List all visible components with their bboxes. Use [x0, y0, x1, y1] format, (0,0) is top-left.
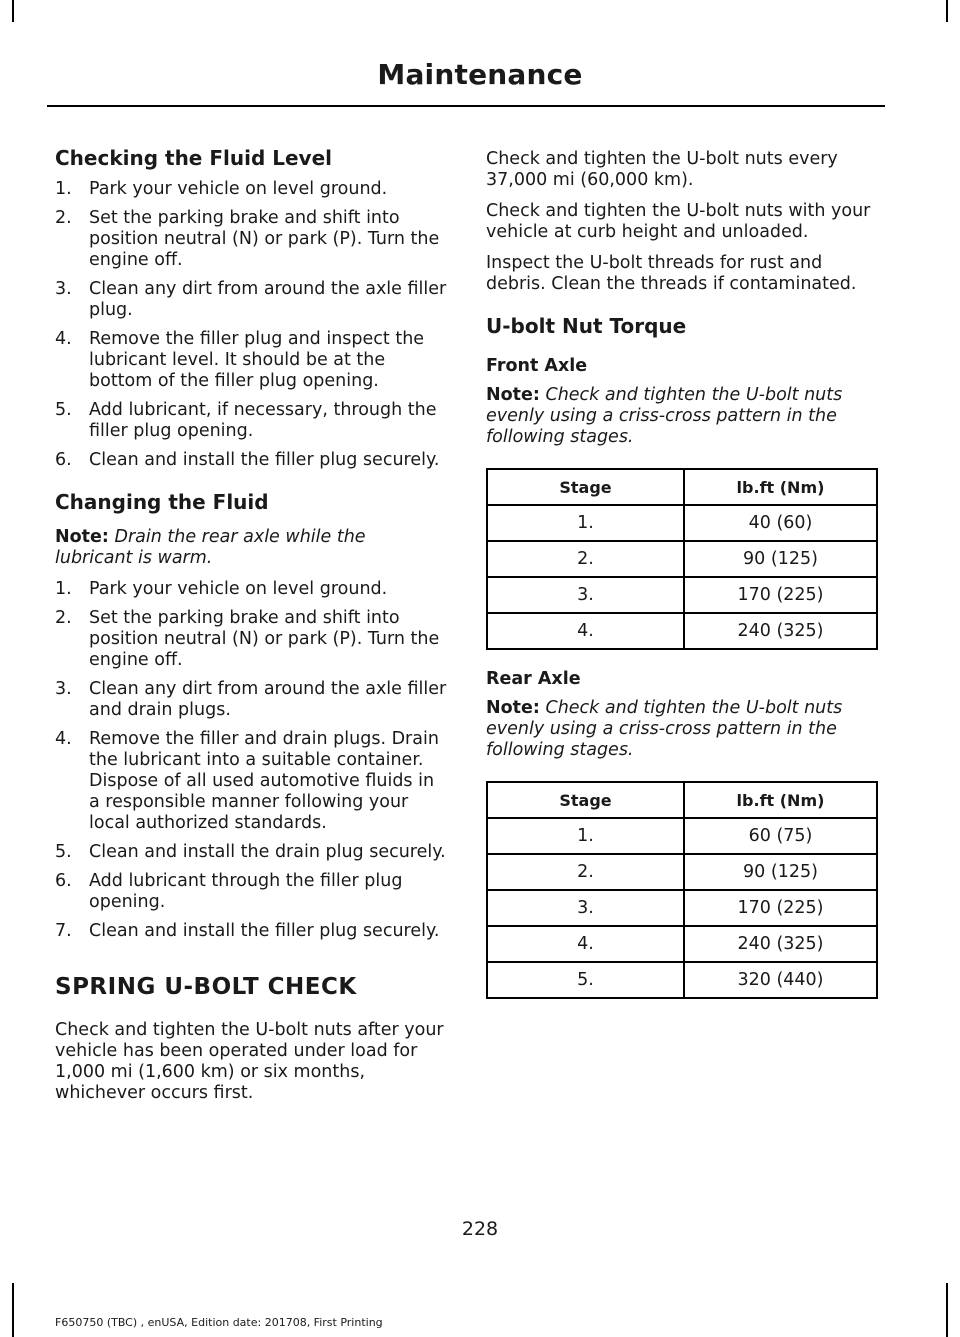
list-item: [55, 208, 447, 271]
header-divider: [47, 105, 885, 107]
step-number: 4.: [55, 329, 72, 349]
column-header-torque: lb.ft (Nm): [684, 782, 877, 818]
torque-cell: 240 (325): [684, 926, 877, 962]
note-label: Note:: [55, 527, 109, 547]
step-number: 7.: [55, 921, 72, 941]
step-text: Remove the filler and drain plugs. Drain the lubricant into a suitable container. Dispose of all used automotive fluids in a responsible manner following your local authorized standards.: [89, 729, 439, 833]
step-text: Add lubricant through the filler plug opening.: [89, 871, 403, 912]
step-number: 5.: [55, 400, 72, 420]
list-item: [55, 871, 447, 913]
list-item: [55, 179, 447, 200]
table-row: [487, 962, 877, 998]
column-header-stage: Stage: [487, 469, 684, 505]
step-number: 1.: [55, 579, 72, 599]
list-item: [55, 329, 447, 392]
torque-cell: 170 (225): [684, 577, 877, 613]
edition-info: F650750 (TBC) , enUSA, Edition date: 201708, First Printing: [55, 1316, 383, 1329]
rear-axle-note: [486, 698, 878, 761]
front-axle-torque-table: [486, 468, 878, 650]
crop-mark-top-left-v: [12, 0, 14, 22]
step-text: Add lubricant, if necessary, through the filler plug opening.: [89, 400, 437, 441]
table-row: [487, 926, 877, 962]
step-text: Set the parking brake and shift into position neutral (N) or park (P). Turn the engine off.: [89, 208, 440, 270]
stage-cell: 5.: [487, 962, 684, 998]
spring-ubolt-paragraph: Check and tighten the U-bolt nuts after your vehicle has been operated under load for 1,000 mi (1,600 km) or six months, whichever occurs first.: [55, 1020, 444, 1103]
stage-cell: 2.: [487, 541, 684, 577]
stage-cell: 4.: [487, 613, 684, 649]
step-text: Remove the filler plug and inspect the lubricant level. It should be at the bottom of the filler plug opening.: [89, 329, 425, 391]
step-number: 3.: [55, 279, 72, 299]
step-number: 2.: [55, 208, 72, 228]
step-number: 5.: [55, 842, 72, 862]
note-label: Note:: [486, 698, 540, 718]
spring-ubolt-heading: SPRING U-BOLT CHECK: [55, 974, 357, 1000]
list-item: [55, 579, 447, 600]
step-number: 2.: [55, 608, 72, 628]
torque-cell: 60 (75): [684, 818, 877, 854]
table-header-row: [487, 782, 877, 818]
list-item: [55, 729, 447, 834]
stage-cell: 1.: [487, 505, 684, 541]
changing-steps-list: [55, 579, 447, 942]
torque-cell: 90 (125): [684, 541, 877, 577]
page-header-title: Maintenance: [377, 58, 583, 91]
torque-cell: 170 (225): [684, 890, 877, 926]
table-row: [487, 541, 877, 577]
step-text: Clean and install the filler plug securely.: [89, 450, 440, 470]
rear-axle-heading: Rear Axle: [486, 669, 581, 689]
list-item: [55, 400, 447, 442]
left-column: [55, 145, 447, 1104]
step-text: Clean and install the filler plug securely.: [89, 921, 440, 941]
table-row: [487, 505, 877, 541]
front-axle-heading: Front Axle: [486, 356, 588, 376]
crop-mark-bottom-left-v: [12, 1283, 14, 1337]
step-text: Clean any dirt from around the axle filler plug.: [89, 279, 447, 320]
step-number: 3.: [55, 679, 72, 699]
note-label: Note:: [486, 385, 540, 405]
table-header-row: [487, 469, 877, 505]
stage-cell: 4.: [487, 926, 684, 962]
changing-fluid-heading: Changing the Fluid: [55, 490, 269, 514]
note-text: Check and tighten the U-bolt nuts evenly using a criss-cross pattern in the following stages.: [486, 385, 843, 447]
step-text: Park your vehicle on level ground.: [89, 579, 388, 599]
list-item: [55, 679, 447, 721]
step-text: Set the parking brake and shift into position neutral (N) or park (P). Turn the engine off.: [89, 608, 440, 670]
ubolt-interval-paragraph: Check and tighten the U-bolt nuts every 37,000 mi (60,000 km).: [486, 149, 838, 190]
stage-cell: 1.: [487, 818, 684, 854]
table-row: [487, 818, 877, 854]
right-column: [486, 145, 878, 999]
stage-cell: 2.: [487, 854, 684, 890]
step-text: Park your vehicle on level ground.: [89, 179, 388, 199]
torque-cell: 90 (125): [684, 854, 877, 890]
list-item: [55, 450, 447, 471]
stage-cell: 3.: [487, 890, 684, 926]
checking-fluid-heading: Checking the Fluid Level: [55, 146, 332, 170]
torque-cell: 240 (325): [684, 613, 877, 649]
torque-cell: 40 (60): [684, 505, 877, 541]
rear-axle-torque-table: [486, 781, 878, 999]
note-text: Check and tighten the U-bolt nuts evenly using a criss-cross pattern in the following stages.: [486, 698, 843, 760]
step-text: Clean and install the drain plug securely.: [89, 842, 446, 862]
torque-cell: 320 (440): [684, 962, 877, 998]
table-row: [487, 613, 877, 649]
crop-mark-top-right-v: [946, 0, 948, 22]
column-header-torque: lb.ft (Nm): [684, 469, 877, 505]
list-item: [55, 279, 447, 321]
ubolt-torque-heading: U-bolt Nut Torque: [486, 314, 687, 338]
table-row: [487, 854, 877, 890]
ubolt-curb-paragraph: Check and tighten the U-bolt nuts with your vehicle at curb height and unloaded.: [486, 201, 871, 242]
stage-cell: 3.: [487, 577, 684, 613]
table-row: [487, 577, 877, 613]
table-row: [487, 890, 877, 926]
list-item: [55, 608, 447, 671]
crop-mark-bottom-right-v: [946, 1283, 948, 1337]
note-text: Drain the rear axle while the lubricant is warm.: [55, 527, 366, 568]
column-header-stage: Stage: [487, 782, 684, 818]
page-number: 228: [461, 1218, 499, 1240]
step-text: Clean any dirt from around the axle filler and drain plugs.: [89, 679, 447, 720]
step-number: 4.: [55, 729, 72, 749]
step-number: 1.: [55, 179, 72, 199]
changing-note: [55, 527, 447, 569]
checking-steps-list: [55, 179, 447, 471]
list-item: [55, 842, 447, 863]
ubolt-inspect-paragraph: Inspect the U-bolt threads for rust and debris. Clean the threads if contaminated.: [486, 253, 857, 294]
front-axle-note: [486, 385, 878, 448]
step-number: 6.: [55, 871, 72, 891]
step-number: 6.: [55, 450, 72, 470]
list-item: [55, 921, 447, 942]
